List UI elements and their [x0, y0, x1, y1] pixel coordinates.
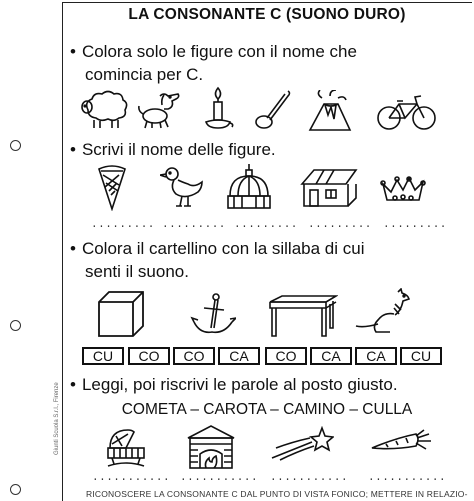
- syllable-row: [82, 347, 472, 367]
- syllable-tag[interactable]: CA: [218, 347, 260, 365]
- instruction-text: Scrivi il nome delle figure.: [81, 140, 276, 159]
- candle-icon: [202, 86, 234, 132]
- instruction-colora-figure-cont: comincia per C.: [85, 65, 204, 84]
- sheep-icon: [80, 90, 130, 130]
- syllable-tag[interactable]: CA: [310, 347, 352, 365]
- answer-blank[interactable]: .........: [234, 219, 298, 231]
- punch-hole: [10, 140, 21, 151]
- dome-icon: [226, 162, 272, 210]
- word-list: COMETA – CAROTA – CAMINO – CULLA: [121, 401, 413, 418]
- syllable-tag[interactable]: CU: [400, 347, 442, 365]
- answer-blank[interactable]: .........: [308, 219, 372, 231]
- syllable-tag[interactable]: CO: [173, 347, 215, 365]
- kangaroo-icon: [354, 288, 414, 334]
- side-credit: Giunti Scuola S.r.l., Firenze: [54, 382, 60, 455]
- instruction-text: Leggi, poi riscrivi le parole al posto giusto.: [81, 375, 398, 394]
- answer-blank[interactable]: ...........: [180, 472, 259, 484]
- punch-hole: [10, 320, 21, 331]
- cube-icon: [97, 290, 145, 340]
- instruction-text: Colora il cartellino con la sillaba di cui: [81, 239, 365, 258]
- instruction-colora-cartellino: [70, 237, 364, 260]
- answer-blank[interactable]: .........: [91, 219, 155, 231]
- bullet: •: [70, 239, 76, 258]
- answer-blank[interactable]: ...........: [92, 472, 171, 484]
- syllable-tag[interactable]: CO: [128, 347, 170, 365]
- duck-icon: [160, 166, 204, 210]
- bullet: •: [70, 140, 76, 159]
- house-icon: [300, 168, 358, 208]
- instruction-colora-figure: [70, 40, 357, 63]
- instruction-leggi-riscrivi: [70, 373, 398, 396]
- syllable-tag[interactable]: CA: [355, 347, 397, 365]
- anchor-icon: [190, 292, 236, 338]
- dog-icon: [138, 90, 183, 130]
- carrot-icon: [370, 428, 434, 458]
- bicycle-icon: [376, 90, 438, 132]
- instruction-colora-cartellino-cont: senti il suono.: [85, 262, 189, 281]
- bullet: •: [70, 42, 76, 61]
- syllable-tag[interactable]: CO: [265, 347, 307, 365]
- answer-blank[interactable]: ...........: [270, 472, 349, 484]
- fireplace-icon: [186, 424, 236, 470]
- table-icon: [268, 294, 338, 338]
- answer-blank[interactable]: ...........: [368, 472, 447, 484]
- cradle-icon: [104, 426, 150, 470]
- answer-blank[interactable]: .........: [383, 219, 447, 231]
- syllable-tag[interactable]: CU: [82, 347, 124, 365]
- volcano-icon: [308, 90, 352, 134]
- instruction-text: Colora solo le figure con il nome che: [81, 42, 357, 61]
- page-title: LA CONSONANTE C (SUONO DURO): [128, 6, 406, 23]
- comet-icon: [270, 426, 334, 462]
- ice-cream-cone-icon: [97, 165, 127, 211]
- punch-hole: [10, 484, 21, 495]
- answer-blank[interactable]: .........: [162, 219, 226, 231]
- bullet: •: [70, 375, 76, 394]
- ladle-icon: [255, 88, 293, 132]
- crown-icon: [380, 176, 426, 206]
- instruction-scrivi-nome: [70, 138, 276, 161]
- footer-objective: RICONOSCERE LA CONSONANTE C DAL PUNTO DI VISTA FONICO; METTERE IN RELAZIO-: [86, 489, 468, 499]
